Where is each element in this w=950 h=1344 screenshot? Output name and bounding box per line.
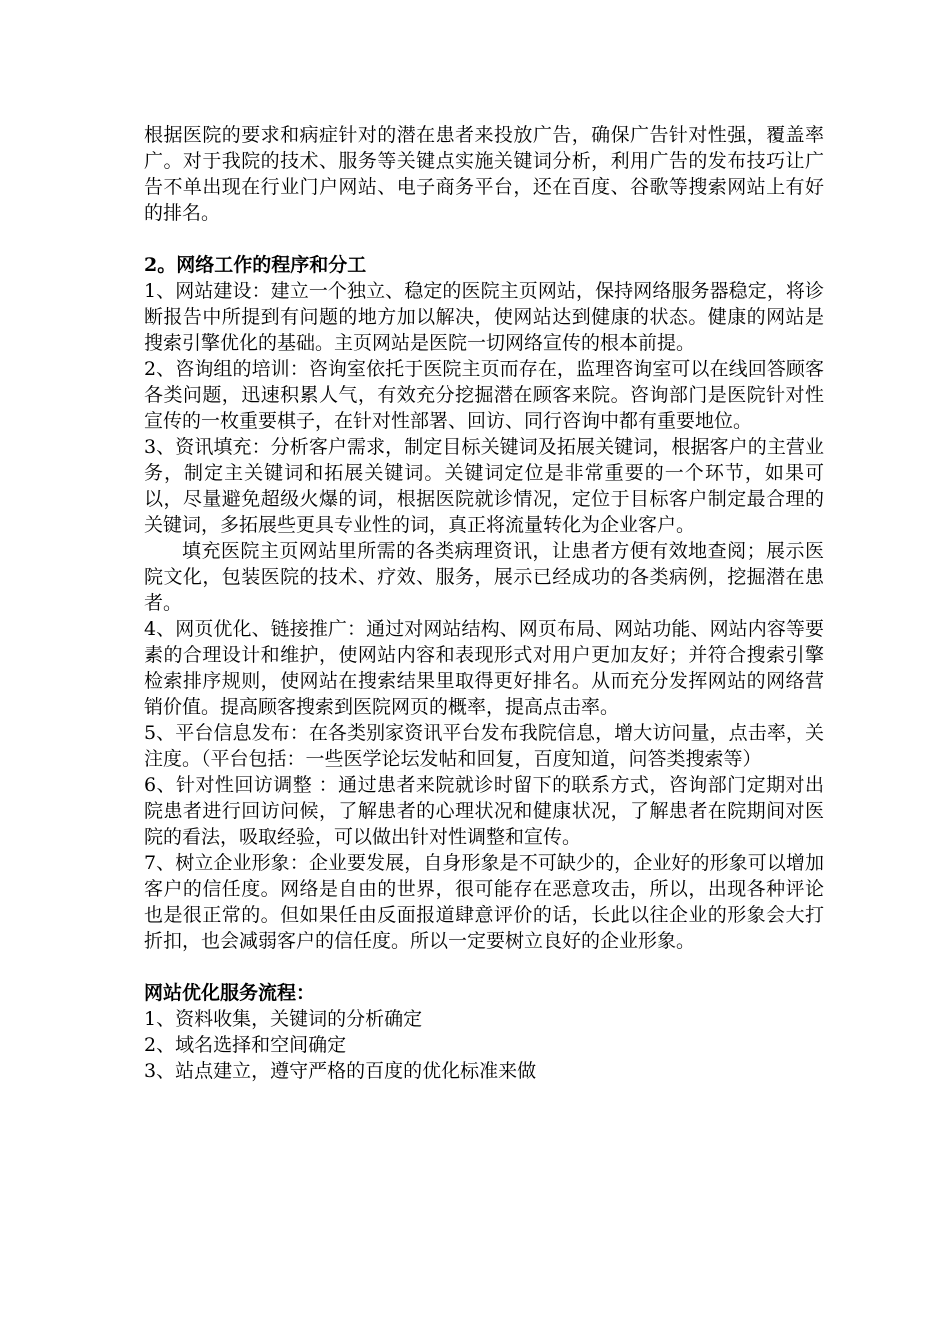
flow-step: 2、域名选择和空间确定	[144, 1034, 347, 1056]
flow-step: 3、站点建立，遵守严格的百度的优化标准来做	[144, 1060, 537, 1082]
list-item-info-filling-detail: 填充医院主页网站里所需的各类病理资讯，让患者方便有效地查阅；展示医院文化，包装医院的技术、疗效、服务，展示已经成功的各类病例，挖掘潜在患者。	[144, 540, 824, 614]
intro-paragraph: 根据医院的要求和病症针对的潜在患者来投放广告，确保广告针对性强，覆盖率广。对于我院的技术、服务等关键点实施关键词分析，利用广告的发布技巧让广告不单出现在行业门户网站、电子商务平台，还在百度、谷歌等搜索网站上有好的排名。	[144, 124, 824, 224]
flow-step: 1、资料收集，关键词的分析确定	[144, 1008, 423, 1030]
document-page	[144, 122, 824, 1084]
section-heading-work-process: 2。网络工作的程序和分工	[144, 254, 367, 276]
list-item-follow-up: 6、针对性回访调整 ：通过患者来院就诊时留下的联系方式，咨询部门定期对出院患者进行回访问候，了解患者的心理状况和健康状况，了解患者在院期间对医院的看法，吸取经验，可以做出针对性调整和宣传。	[144, 774, 824, 848]
list-item-corporate-image: 7、树立企业形象：企业要发展，自身形象是不可缺少的，企业好的形象可以增加客户的信任度。网络是自由的世界，很可能存在恶意攻击，所以，出现各种评论也是很正常的。但如果任由反面报道肆意评价的话，长此以往企业的形象会大打折扣，也会减弱客户的信任度。所以一定要树立良好的企业形象。	[144, 852, 824, 952]
spacer	[144, 954, 824, 980]
section-heading-service-flow: 网站优化服务流程：	[144, 982, 316, 1004]
list-item-consulting-training: 2、咨询组的培训：咨询室依托于医院主页而存在，监理咨询室可以在线回答顾客各类问题，迅速积累人气，有效充分挖掘潜在顾客来院。咨询部门是医院针对性宣传的一枚重要棋子，在针对性部署、回访、同行咨询中都有重要地位。	[144, 358, 824, 432]
list-item-page-optimization: 4、网页优化、链接推广：通过对网站结构、网页布局、网站功能、网站内容等要素的合理设计和维护，使网站内容和表现形式对用户更加友好；并符合搜索引擎检索排序规则，使网站在搜索结果里取得更好排名。从而充分发挥网站的网络营销价值。提高顾客搜索到医院网页的概率，提高点击率。	[144, 618, 824, 718]
list-item-info-filling: 3、资讯填充：分析客户需求，制定目标关键词及拓展关键词，根据客户的主营业务，制定主关键词和拓展关键词。关键词定位是非常重要的一个环节，如果可以，尽量避免超级火爆的词，根据医院就诊情况，定位于目标客户制定最合理的关键词，多拓展些更具专业性的词，真正将流量转化为企业客户。	[144, 436, 824, 536]
list-item-platform-publishing: 5、平台信息发布：在各类别家资讯平台发布我院信息，增大访问量，点击率，关注度。（平台包括：一些医学论坛发帖和回复，百度知道，问答类搜索等）	[144, 722, 824, 770]
spacer	[144, 226, 824, 252]
list-item-website-building: 1、网站建设：建立一个独立、稳定的医院主页网站，保持网络服务器稳定，将诊断报告中所提到有问题的地方加以解决，使网站达到健康的状态。健康的网站是搜索引擎优化的基础。主页网站是医院一切网络宣传的根本前提。	[144, 280, 824, 354]
